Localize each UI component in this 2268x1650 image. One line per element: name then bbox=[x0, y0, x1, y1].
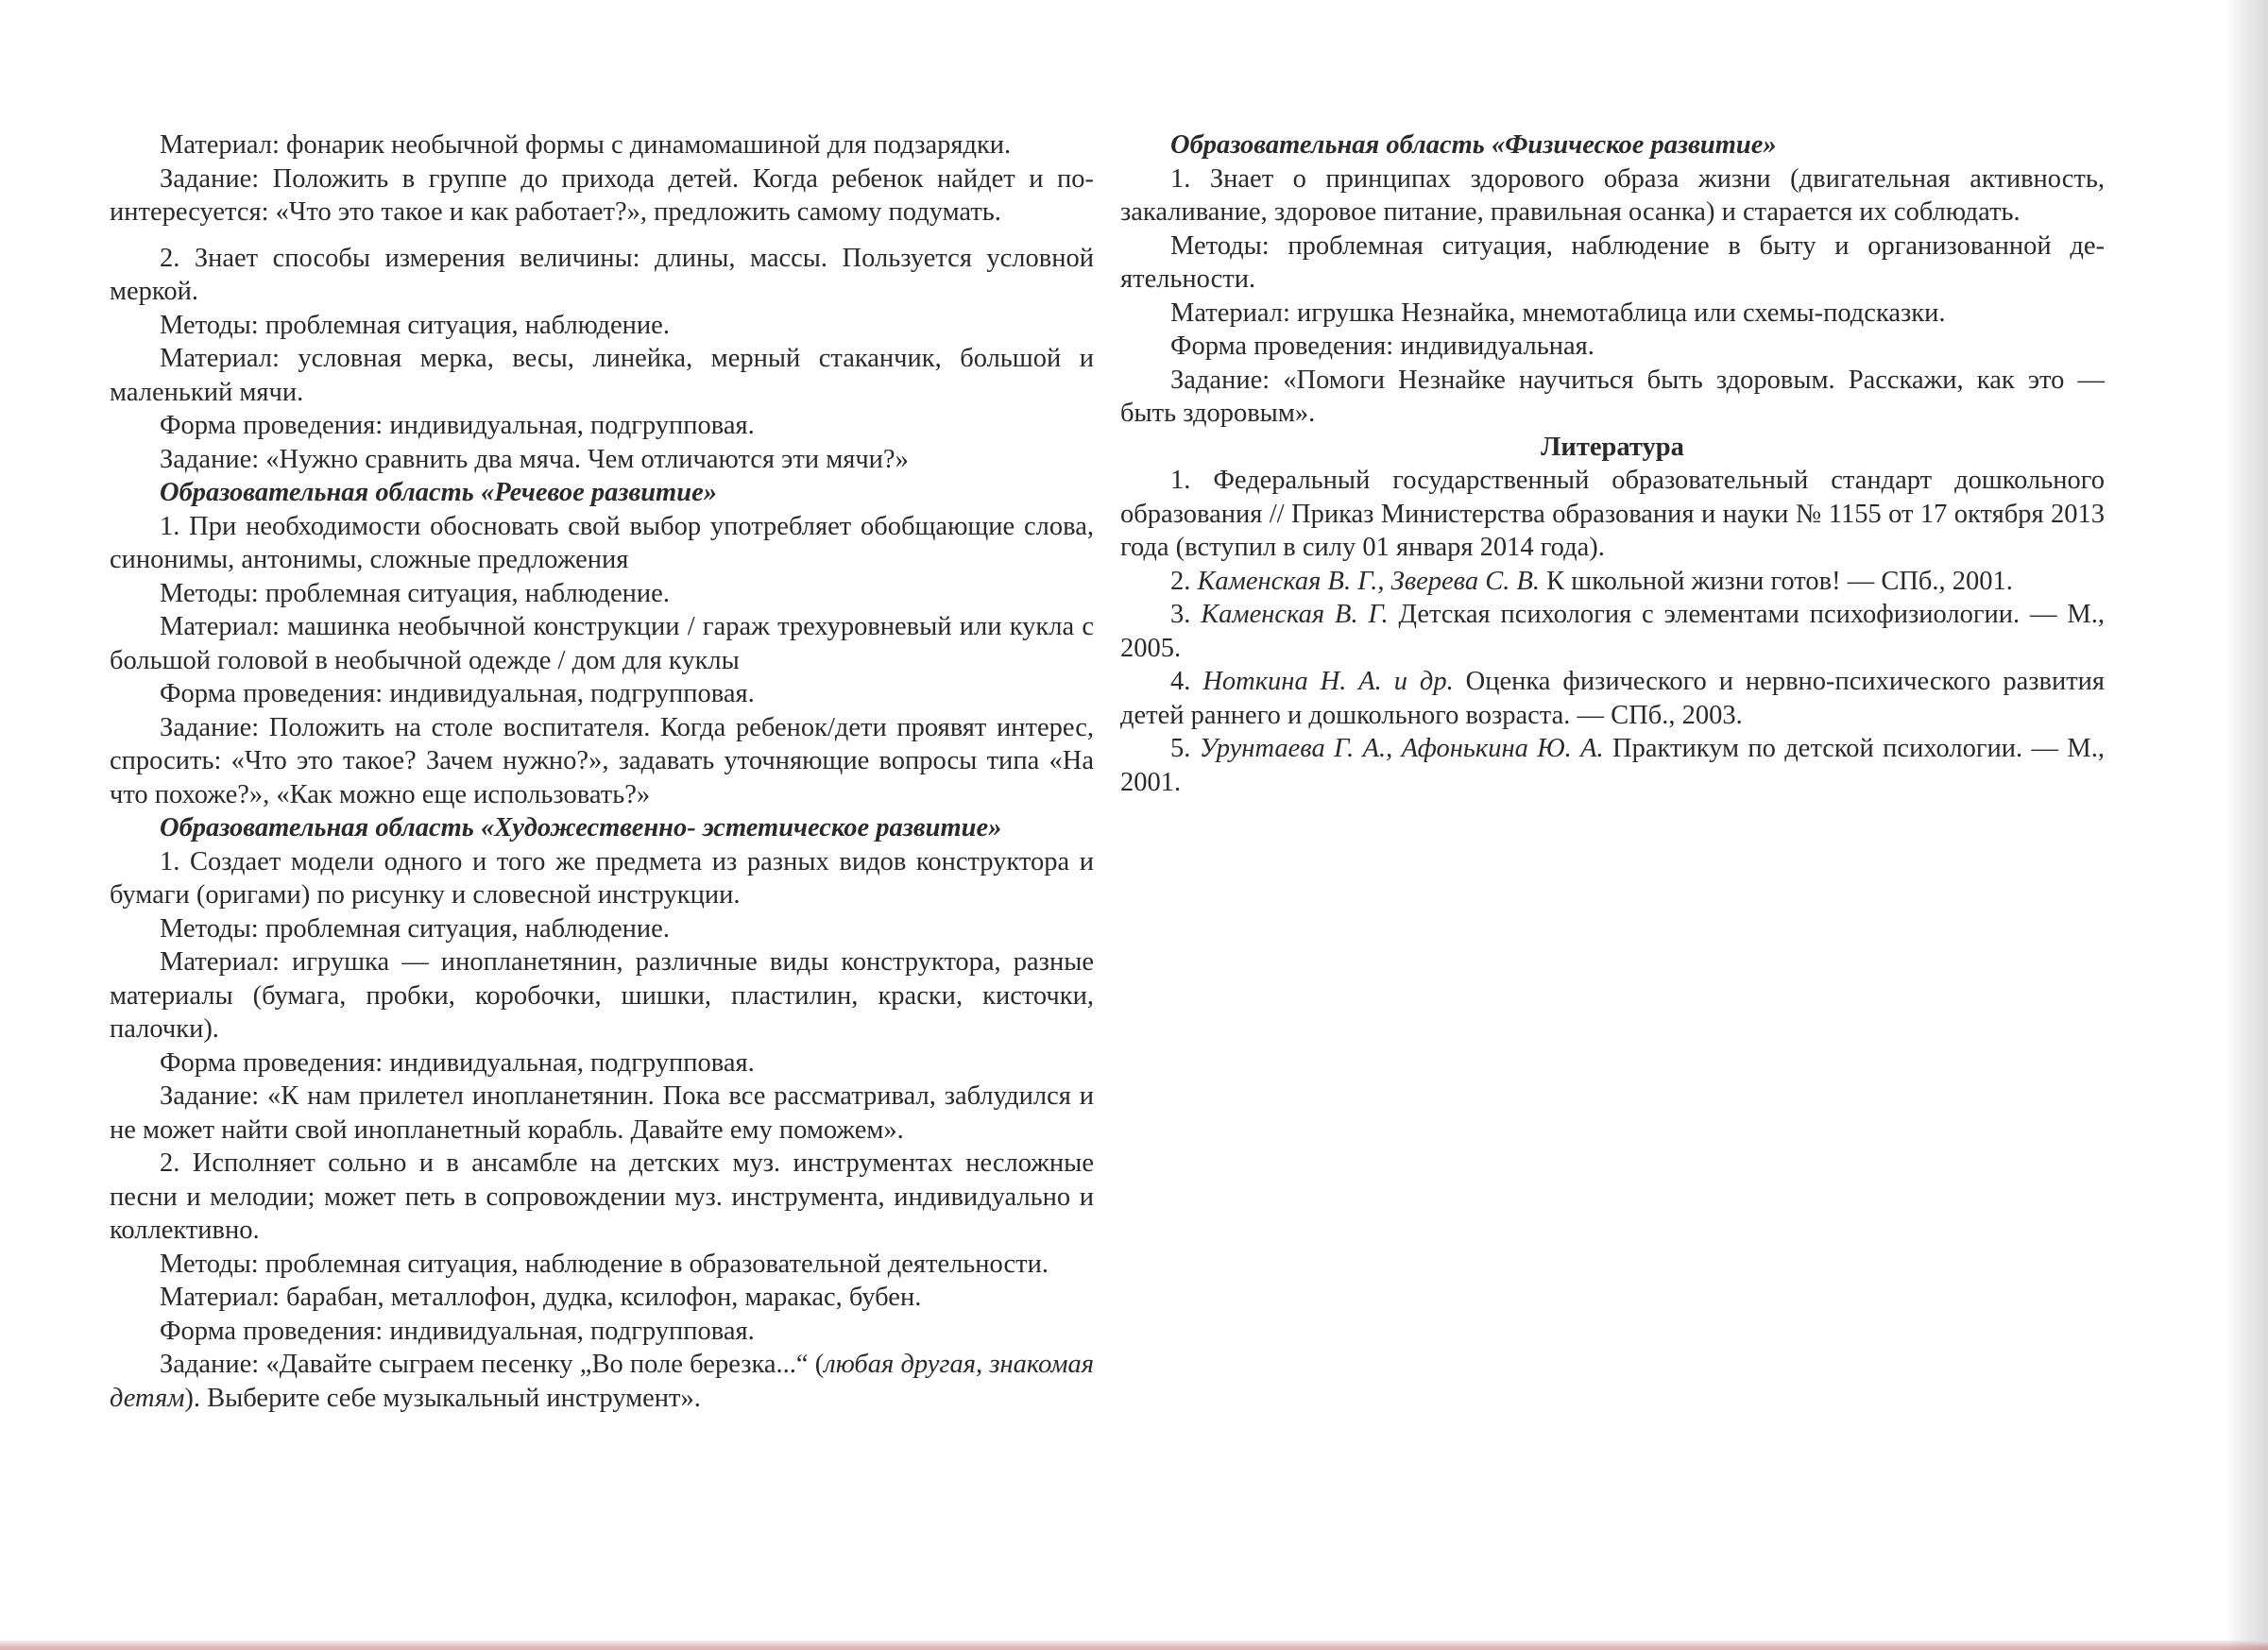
paragraph: Методы: проблемная ситуация, наблюдение в образовательной деятельности. bbox=[160, 1249, 1049, 1279]
section-heading-art: Образовательная область «Художественно- эстетическое развитие» bbox=[160, 813, 1002, 842]
task-text: Задание: «Давайте сыграем песенку „Во поле березка...“ ( bbox=[160, 1350, 825, 1379]
paragraph: Материал: фонарик необычной формы с динамомашиной для подзарядки. bbox=[160, 130, 1012, 160]
paragraph: Форма проведения: индивидуальная, подгрупповая. bbox=[160, 1316, 755, 1346]
paragraph: 2. Знает способы измерения величины: длины, массы. Пользуется условной меркой. bbox=[110, 243, 1094, 306]
reference-number: 5. bbox=[1170, 734, 1200, 763]
paragraph: Задание: Положить на столе воспитателя. Когда ребенок/дети проявят интерес, спросить: «Что это такое? Зачем нужно?», задавать уточняющие вопросы типа «На что похоже?», «Как можно еще использовать?» bbox=[110, 712, 1094, 809]
paragraph: Задание: «Нужно сравнить два мяча. Чем отличаются эти мячи?» bbox=[160, 444, 909, 474]
scan-edge-bottom bbox=[0, 1641, 2268, 1650]
paragraph: 1. Знает о принципах здорового образа жизни (двигательная активность, закаливание, здоровое питание, правильная осанка) и старается их соблюдать. bbox=[1120, 163, 2105, 227]
section-heading-speech: Образовательная область «Речевое развитие» bbox=[160, 478, 717, 507]
paragraph bbox=[110, 1348, 1094, 1415]
paragraph: Материал: барабан, металлофон, дудка, ксилофон, маракас, бубен. bbox=[160, 1283, 922, 1312]
right-column bbox=[1120, 128, 2105, 799]
reference-author: Каменская В. Г. bbox=[1201, 600, 1389, 629]
left-column bbox=[110, 128, 1094, 1415]
reference-item bbox=[1120, 665, 2105, 732]
paragraph: Методы: проблемная ситуация, наблюдение. bbox=[160, 310, 670, 340]
paragraph: Задание: «Помоги Незнайке научиться быть здоровым. Расскажи, как это — быть здоровым». bbox=[1120, 365, 2105, 428]
reference-author: Урунтаева Г. А., Афонькина Ю. А. bbox=[1199, 734, 1604, 763]
paragraph: Форма проведения: индивидуальная, подгрупповая. bbox=[160, 411, 755, 440]
reference-author: Ноткина Н. А. и др. bbox=[1202, 667, 1454, 696]
reference-text: Детская психология с элементами психофизиологии. — М., 2005. bbox=[1120, 600, 2106, 663]
reference-text: Практикум по детской психологии. — М., 2001. bbox=[1120, 734, 2105, 797]
reference-item bbox=[1120, 598, 2105, 665]
task-text-end: ). Выберите себе музыкальный инструмент». bbox=[184, 1383, 701, 1413]
paragraph: Форма проведения: индивидуальная, подгрупповая. bbox=[160, 679, 755, 708]
paragraph: Методы: проблемная ситуация, наблюдение в быту и организованной деятельности. bbox=[1120, 230, 2105, 294]
literature-title: Литература bbox=[1541, 432, 1684, 462]
reference-text: Оценка физического и нервно-психического развития детей раннего и дошкольного возраста. — СПб., 2003. bbox=[1120, 667, 2106, 730]
reference-text: К школьной жизни готов! — СПб., 2001. bbox=[1540, 566, 2013, 596]
scan-edge-right bbox=[2225, 0, 2268, 1650]
paragraph: Методы: проблемная ситуация, наблюдение. bbox=[160, 913, 670, 944]
paragraph: Материал: игрушка — инопланетянин, различные виды конструктора, разные материалы (бумага, пробки, коробочки, шишки, пластилин, краски, кисточки, палочки). bbox=[110, 947, 1094, 1044]
reference-number: 3. bbox=[1170, 600, 1202, 629]
paragraph: Методы: проблемная ситуация, наблюдение. bbox=[160, 578, 670, 608]
reference-author: Каменская В. Г., Зверева С. В. bbox=[1197, 566, 1541, 596]
paragraph: Форма проведения: индивидуальная, подгрупповая. bbox=[160, 1047, 755, 1078]
paragraph: Задание: Положить в группе до прихода детей. Когда ребенок найдет и поинтересуется: «Что это такое и как работает?», предложить самому подумать. bbox=[110, 163, 1094, 227]
reference-number: 4. bbox=[1170, 667, 1203, 696]
paragraph: 1. Создает модели одного и того же предмета из разных видов конструктора и бумаги (оригами) по рисунку и словесной инструкции. bbox=[110, 846, 1094, 910]
reference-item bbox=[1120, 565, 2105, 599]
paragraph: Форма проведения: индивидуальная. bbox=[1170, 332, 1594, 361]
reference-number: 2. bbox=[1170, 566, 1198, 596]
paragraph: 2. Исполняет сольно и в ансамбле на детских муз. инструментах несложные песни и мелодии; может петь в сопровождении муз. инструмента, индивидуально и коллективно. bbox=[110, 1148, 1094, 1245]
section-heading-physical: Образовательная область «Физическое развитие» bbox=[1170, 130, 1777, 160]
reference-item bbox=[1120, 732, 2105, 799]
paragraph: Материал: машинка необычной конструкции / гараж трехуровневый или кукла с большой головой в необычной одежде / дом для куклы bbox=[110, 612, 1094, 675]
task-text-italic: любая другая, знакомая детям bbox=[110, 1350, 1094, 1413]
paragraph: Материал: игрушка Незнайка, мнемотаблица или схемы-подсказки. bbox=[1170, 298, 1946, 328]
paragraph: Задание: «К нам прилетел инопланетянин. Пока все рассматривал, заблудился и не может найти свой инопланетный корабль. Давайте ему поможем». bbox=[110, 1081, 1094, 1145]
paragraph: 1. При необходимости обосновать свой выбор употребляет обобщающие слова, синонимы, антонимы, сложные предложения bbox=[110, 511, 1094, 574]
reference-item: 1. Федеральный государственный образовательный стандарт дошкольного образования // Приказ Министерства образования и науки № 1155 от 17 октября 2013 года (вступил в силу 01 января 2014 года). bbox=[1120, 466, 2105, 562]
paragraph: Материал: условная мерка, весы, линейка, мерный стаканчик, большой и маленький мячи. bbox=[110, 344, 1094, 407]
